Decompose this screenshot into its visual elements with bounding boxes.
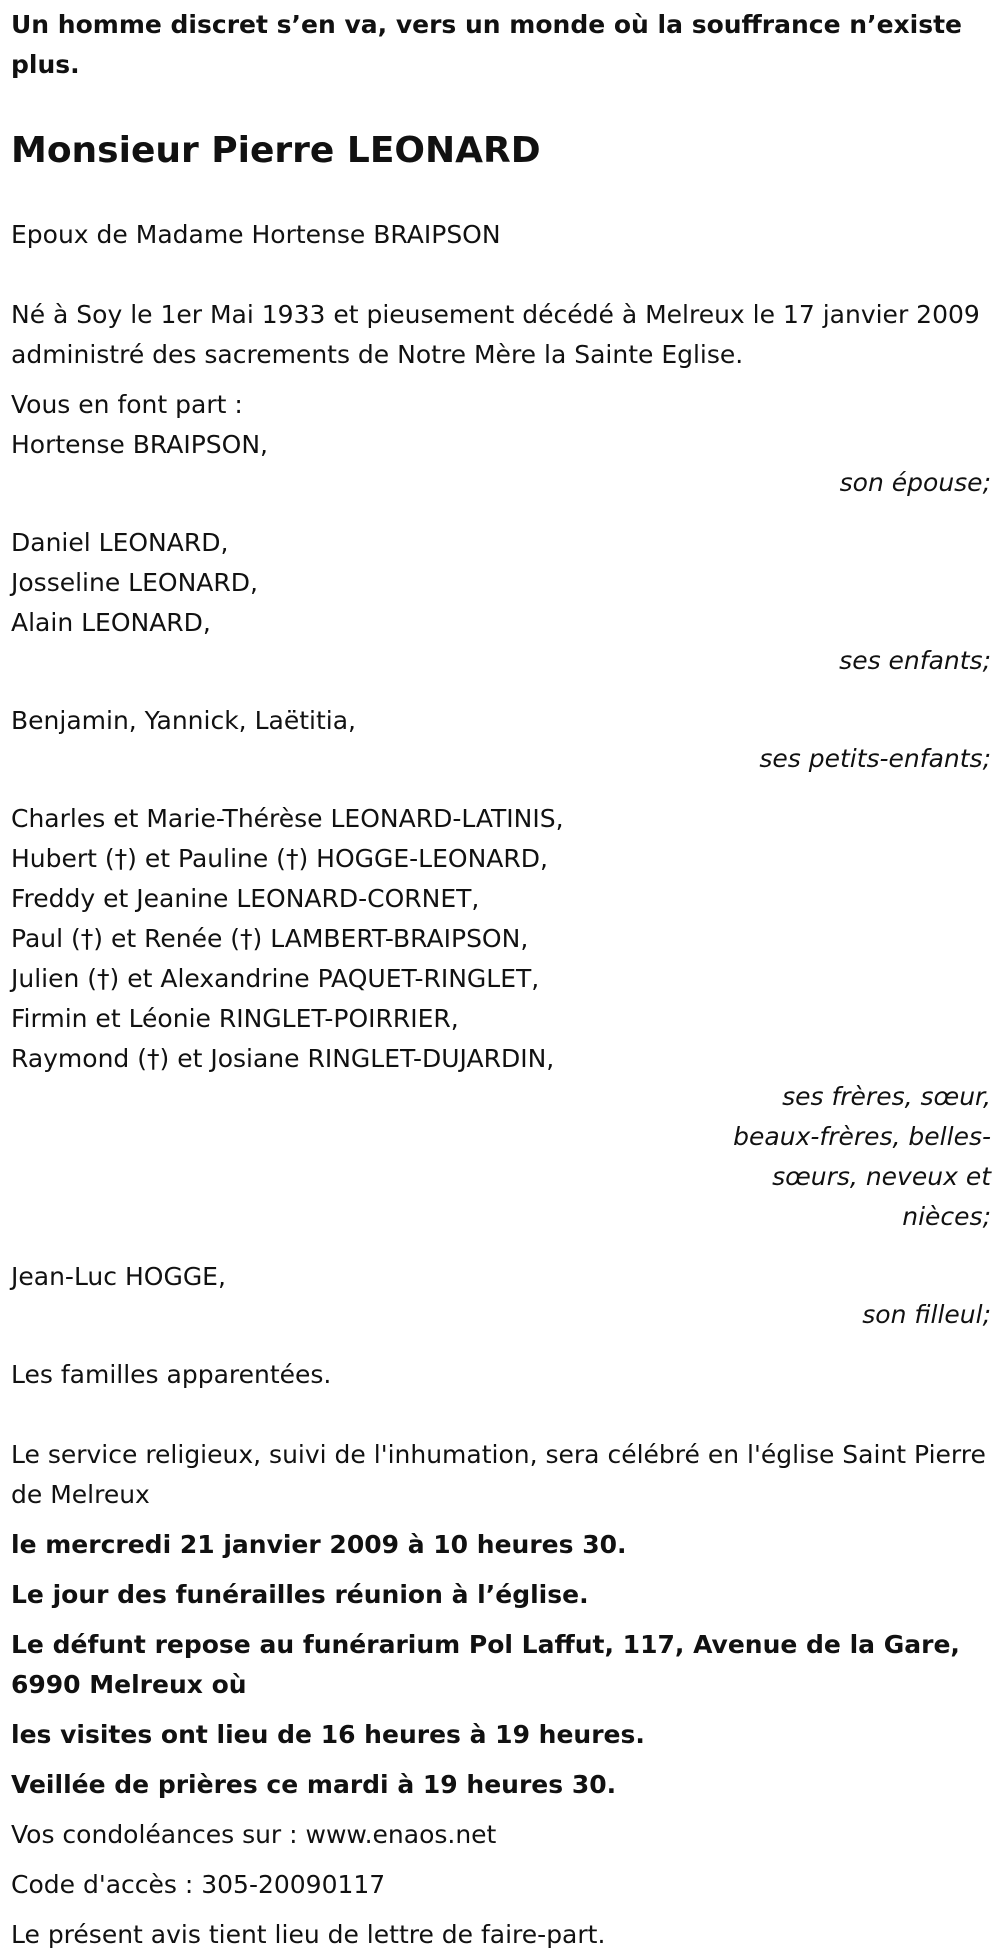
intro-text: Un homme discret s’en va, vers un monde où la souffrance n’existe plus. (11, 10, 963, 79)
condolences-text: Vos condoléances sur : www.enaos.net (11, 1820, 497, 1849)
announce-text: Vous en font part : (11, 390, 243, 419)
deceased-name: Monsieur Pierre LEONARD (11, 130, 541, 171)
family-name: Josseline LEONARD, (11, 568, 258, 597)
family-group-grandchildren (11, 701, 991, 779)
family-name: Hubert (†) et Pauline (†) HOGGE-LEONARD, (11, 844, 548, 873)
family-group-siblings (11, 799, 991, 1237)
relation-label: ses petits-enfants; (759, 744, 991, 773)
obituary-content (11, 0, 991, 1955)
families-line: Les familles apparentées. (11, 1360, 332, 1389)
birth-death-text: Né à Soy le 1er Mai 1933 et pieusement décédé à Melreux le 17 janvier 2009 administré des sacrements de Notre Mère la Sainte Eglise. (11, 300, 980, 369)
meeting-info: Le jour des funérailles réunion à l’église. (11, 1580, 589, 1609)
family-name: Raymond (†) et Josiane RINGLET-DUJARDIN, (11, 1044, 555, 1073)
family-name: Alain LEONARD, (11, 608, 211, 637)
relation-label: ses frères, sœur, beaux-frères, belles-sœurs, neveux et nièces; (733, 1082, 991, 1231)
family-group-children (11, 523, 991, 681)
family-name: Paul (†) et Renée (†) LAMBERT-BRAIPSON, (11, 924, 529, 953)
family-name: Jean-Luc HOGGE, (11, 1262, 226, 1291)
family-group-spouse (11, 425, 991, 503)
relation-label: ses enfants; (839, 646, 991, 675)
family-group-godson (11, 1257, 991, 1335)
family-name: Julien (†) et Alexandrine PAQUET-RINGLET, (11, 964, 540, 993)
prayer-vigil: Veillée de prières ce mardi à 19 heures 30. (11, 1770, 617, 1799)
relation-label: son épouse; (839, 468, 991, 497)
family-name: Hortense BRAIPSON, (11, 430, 269, 459)
family-name: Charles et Marie-Thérèse LEONARD-LATINIS, (11, 804, 564, 833)
relation-label: son filleul; (862, 1300, 991, 1329)
service-text: Le service religieux, suivi de l'inhumation, sera célébré en l'église Saint Pierre de Melreux (11, 1440, 986, 1509)
visiting-hours: les visites ont lieu de 16 heures à 19 heures. (11, 1720, 645, 1749)
funeral-home-info: Le défunt repose au funérarium Pol Laffut, 117, Avenue de la Gare, 6990 Melreux où (11, 1630, 960, 1699)
family-name: Freddy et Jeanine LEONARD-CORNET, (11, 884, 480, 913)
closing-text: Le présent avis tient lieu de lettre de faire-part. (11, 1920, 606, 1949)
family-name: Firmin et Léonie RINGLET-POIRRIER, (11, 1004, 459, 1033)
family-name: Daniel LEONARD, (11, 528, 229, 557)
family-name: Benjamin, Yannick, Laëtitia, (11, 706, 356, 735)
access-code-text: Code d'accès : 305-20090117 (11, 1870, 386, 1899)
spouse-line: Epoux de Madame Hortense BRAIPSON (11, 220, 501, 249)
service-date: le mercredi 21 janvier 2009 à 10 heures 30. (11, 1530, 627, 1559)
